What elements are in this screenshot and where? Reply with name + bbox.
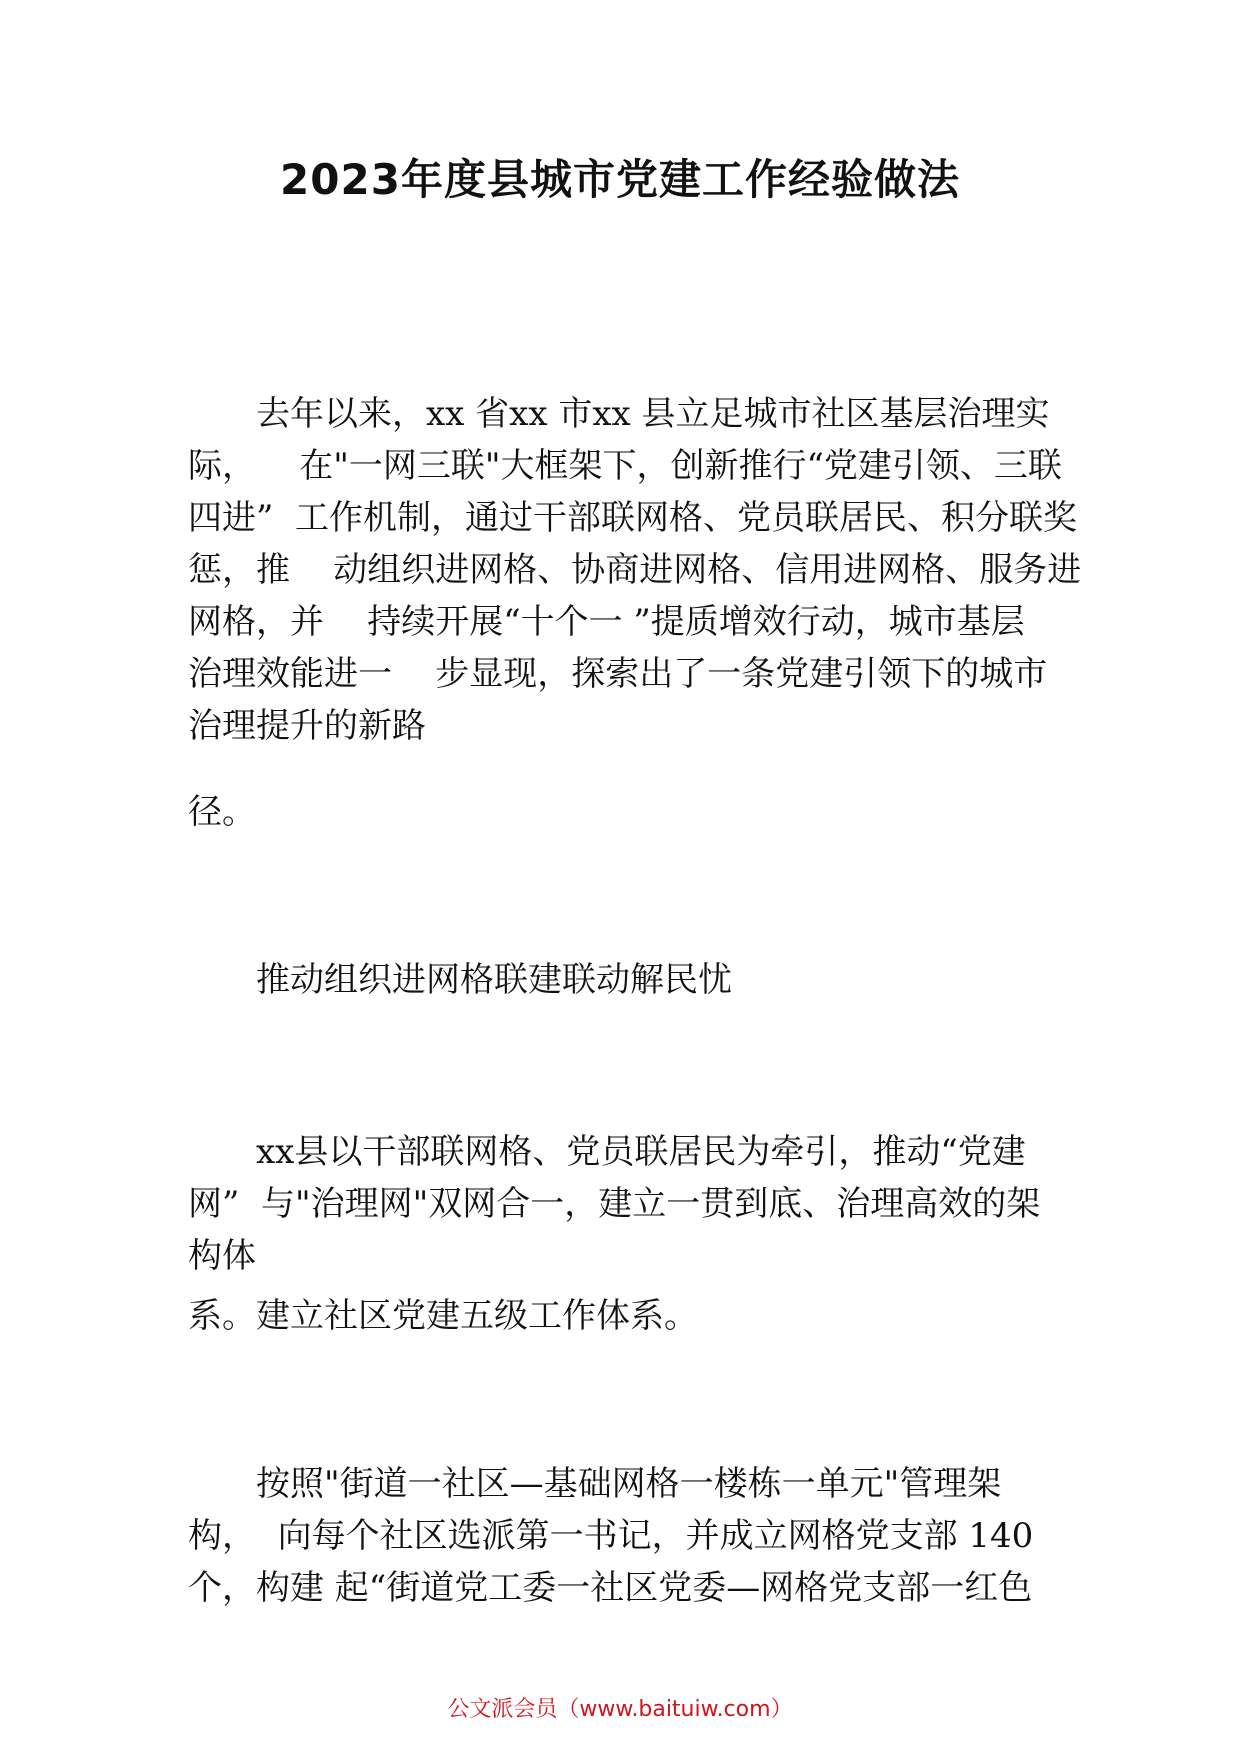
- page-title: 2023年度县城市党建工作经验做法: [280, 155, 960, 204]
- section-paragraph: [188, 1126, 1088, 1282]
- text-line: 系。建立社区党建五级工作体系。: [188, 1296, 698, 1336]
- intro-paragraph: [188, 388, 1088, 752]
- text-line: 四进” 工作机制，通过干部联网格、党员联居民、积分联奖: [188, 498, 1077, 538]
- text-line: xx县以干部联网格、党员联居民为牵引，推动“党建: [256, 1132, 1026, 1172]
- text-line: 个，构建 起“街道党工委一社区党委—网格党支部一红色: [188, 1568, 1033, 1608]
- text-line: 际， 在"一网三联"大框架下，创新推行“党建引领、三联: [188, 446, 1062, 486]
- section-heading: [188, 954, 1088, 1006]
- text-line: 网” 与"治理网"双网合一，建立一贯到底、治理高效的架: [188, 1184, 1041, 1224]
- text-line: 惩，推 动组织进网格、协商进网格、信用进网格、服务进: [188, 550, 1082, 590]
- heading-line: 推动组织进网格联建联动解民忧: [256, 960, 732, 1000]
- section-paragraph-tail: [188, 1290, 1088, 1342]
- text-line: 网格，并 持续开展“十个一 ”提质增效行动，城市基层: [188, 602, 1025, 642]
- text-line: 去年以来，xx 省xx 市xx 县立足城市社区基层治理实: [256, 394, 1050, 434]
- text-line: 径。: [188, 792, 256, 832]
- structure-paragraph: [188, 1458, 1088, 1614]
- text-line: 治理提升的新路: [188, 706, 426, 746]
- text-line: 按照"街道一社区—基础网格一楼栋一单元"管理架: [256, 1464, 1002, 1504]
- footer-watermark-link[interactable]: 公文派会员（www.baituiw.com）: [447, 1697, 793, 1722]
- text-line: 治理效能进一 步显现，探索出了一条党建引领下的城市: [188, 654, 1048, 694]
- intro-paragraph-tail: [188, 786, 1088, 838]
- text-line: 构， 向每个社区选派第一书记，并成立网格党支部 140: [188, 1516, 1034, 1556]
- text-line: 构体: [188, 1236, 256, 1276]
